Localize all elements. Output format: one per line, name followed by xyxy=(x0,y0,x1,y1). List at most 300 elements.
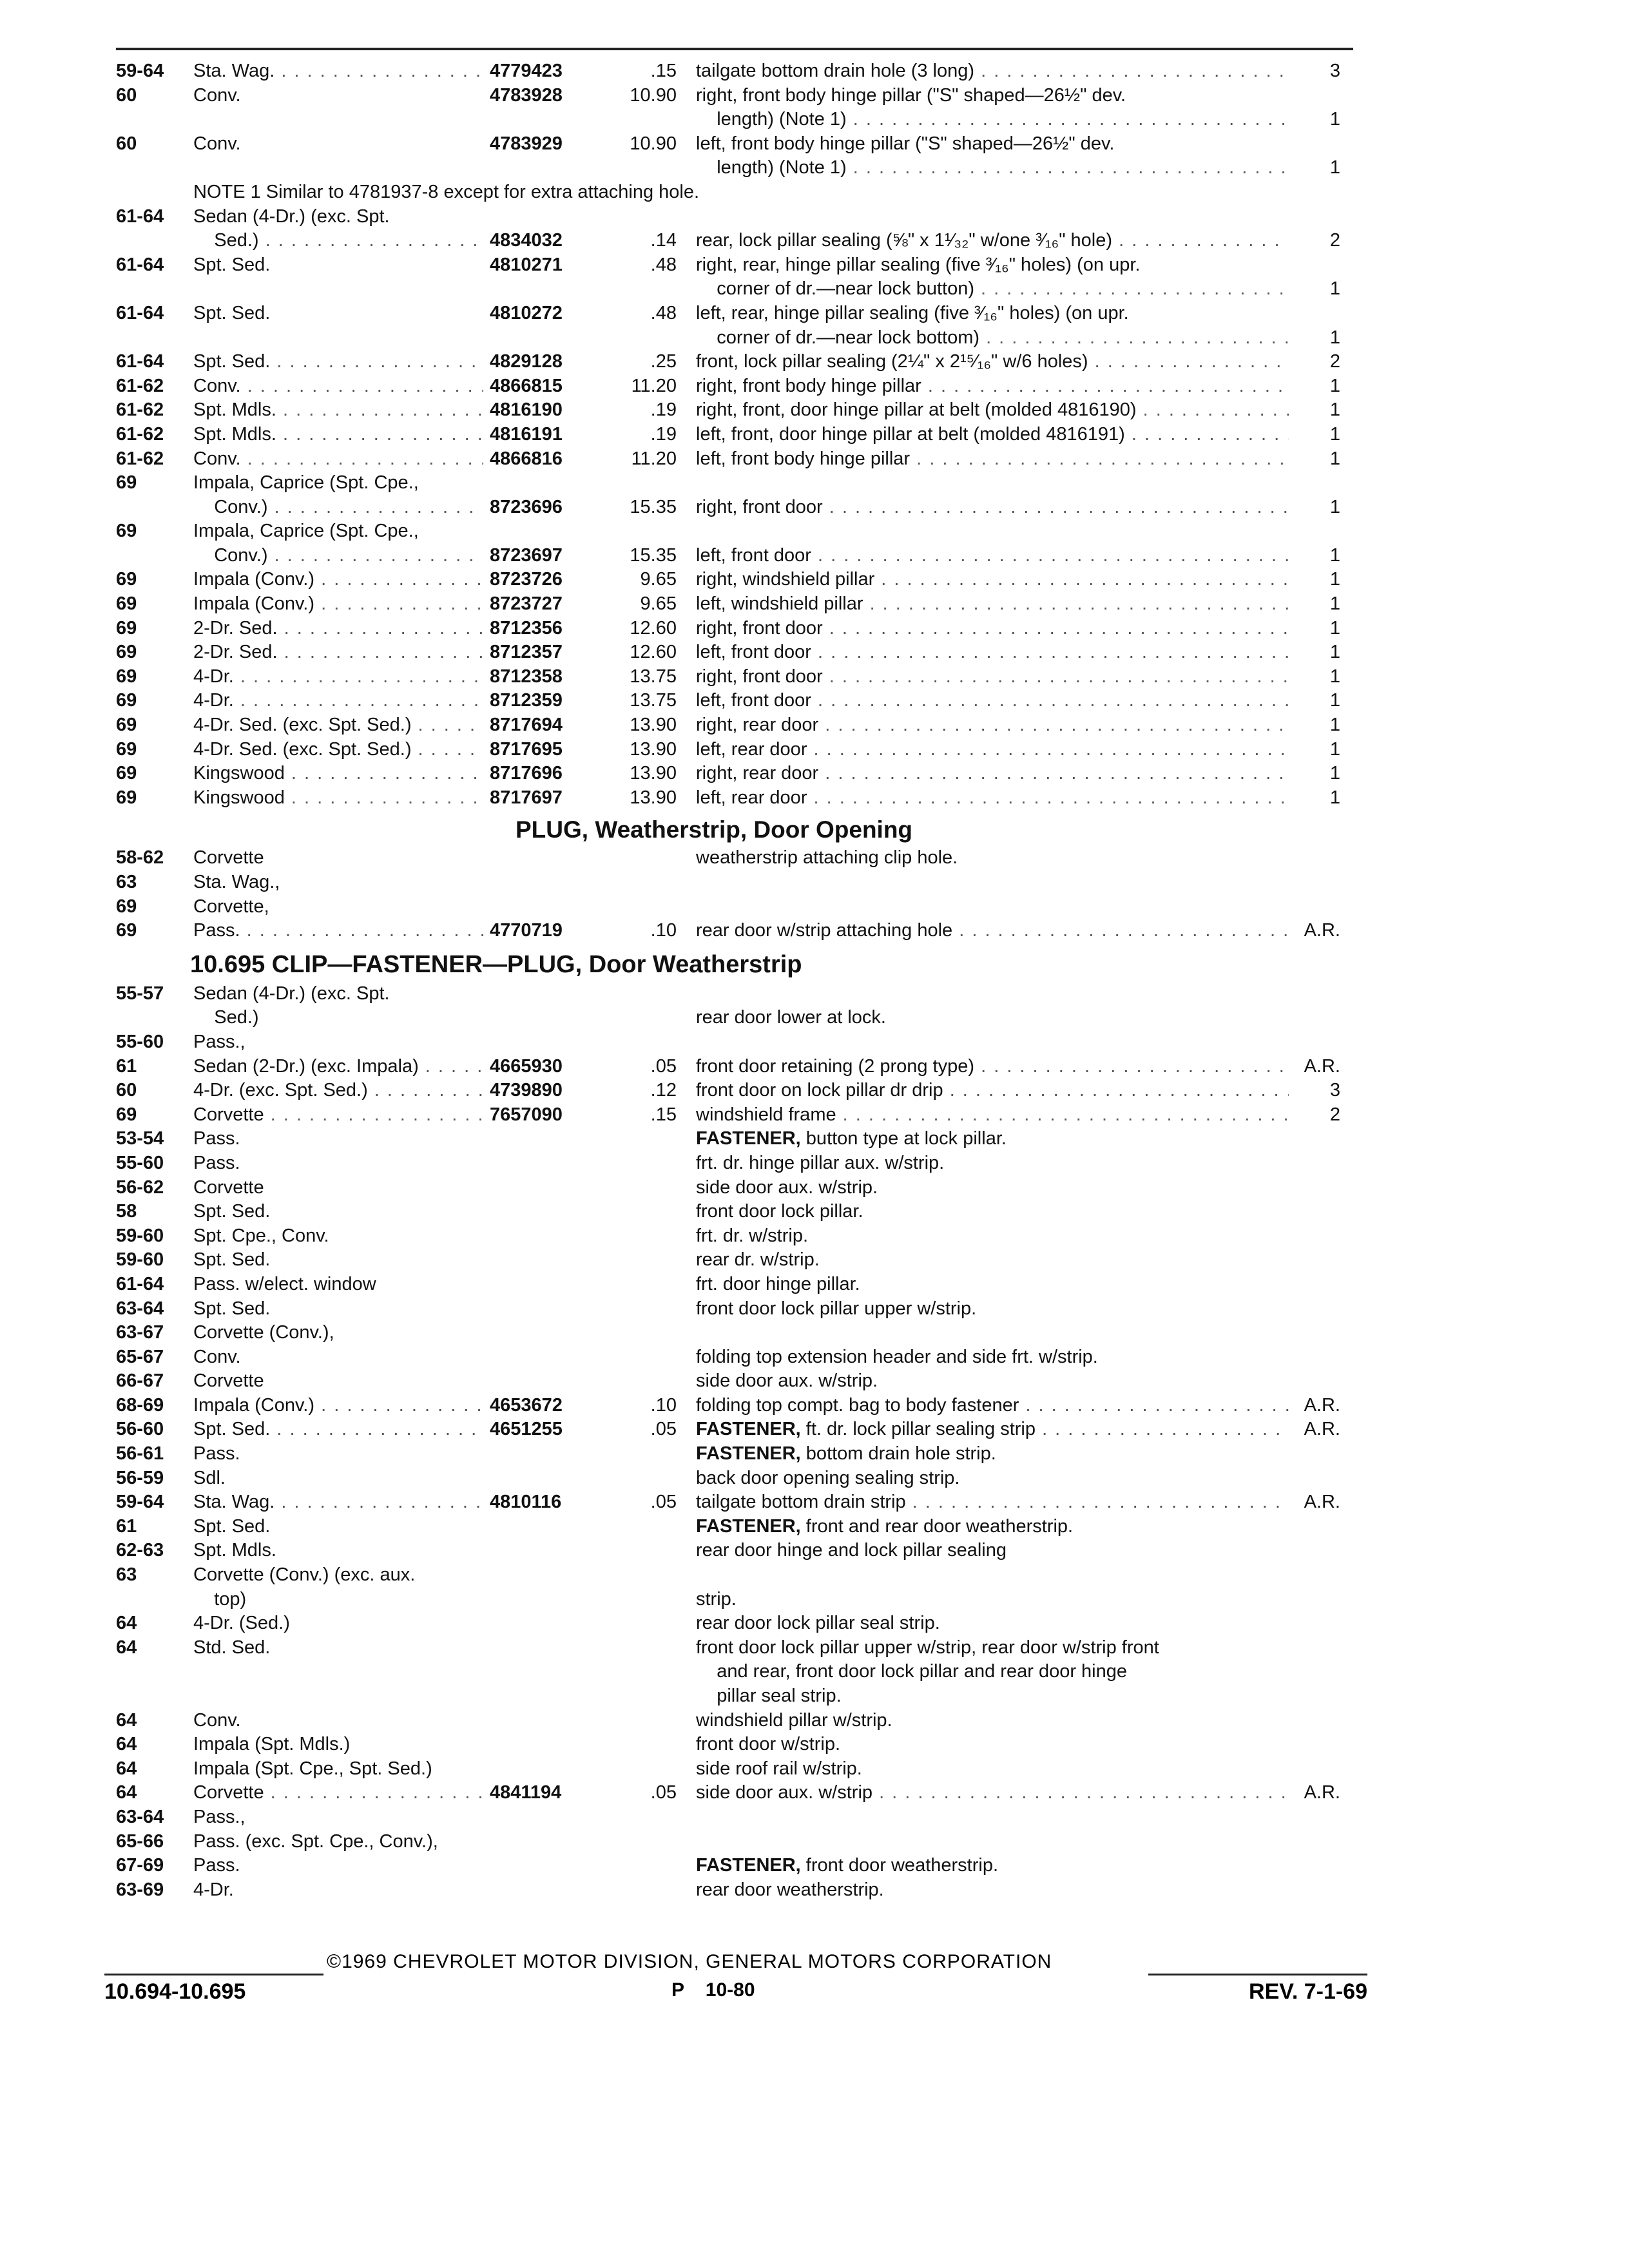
quantity xyxy=(1289,471,1340,495)
list-price: 10.90 xyxy=(630,133,677,154)
model-name: Impala (Spt. Mdls.) xyxy=(193,1734,351,1755)
list-price: .48 xyxy=(650,302,677,323)
part-number: 8723727 xyxy=(490,593,563,615)
quantity xyxy=(1289,205,1340,229)
table-row xyxy=(116,277,1379,302)
quantity xyxy=(1289,1757,1340,1782)
part-number: 8717694 xyxy=(490,715,563,736)
description-text: left, front, door hinge pillar at belt (molded 4816191) xyxy=(696,423,1125,445)
description-text: weatherstrip attaching clip hole. xyxy=(696,847,958,869)
model-name: Corvette . . . xyxy=(193,1103,483,1128)
part-number: 4770719 xyxy=(490,920,563,941)
model-name: Corvette, xyxy=(193,896,269,917)
part-description xyxy=(696,665,1289,689)
quantity xyxy=(1289,1709,1340,1733)
table-row xyxy=(116,1151,1379,1176)
part-description xyxy=(696,1273,1289,1297)
table-row xyxy=(116,59,1379,84)
table-row xyxy=(116,1805,1379,1830)
model-years: 65-67 xyxy=(116,1346,164,1367)
list-price: 9.65 xyxy=(640,593,677,615)
part-number xyxy=(483,1588,593,1612)
table-row xyxy=(116,617,1379,641)
part-number: 4739890 xyxy=(490,1080,563,1101)
model-name: Spt. Sed. xyxy=(193,1249,271,1271)
description-text: front door weatherstrip. xyxy=(800,1855,999,1876)
description-text: ft. dr. lock pillar sealing strip xyxy=(800,1419,1036,1440)
table-row xyxy=(116,84,1379,108)
table-row xyxy=(116,1709,1379,1733)
quantity: 1 xyxy=(1329,715,1340,736)
description-text: side roof rail w/strip. xyxy=(696,1758,862,1779)
model-name: Conv. . . . xyxy=(193,447,483,472)
model-years xyxy=(116,108,193,132)
part-number xyxy=(483,1127,593,1151)
part-number: 8717697 xyxy=(490,787,563,808)
part-type-label: FASTENER, xyxy=(696,1855,801,1876)
model-years: 63-69 xyxy=(116,1879,164,1900)
table-row xyxy=(116,640,1379,665)
quantity: 2 xyxy=(1329,1104,1340,1125)
part-description xyxy=(696,447,1289,472)
model-years: 67-69 xyxy=(116,1855,164,1876)
description-text: right, front body hinge pillar xyxy=(696,375,921,396)
list-price xyxy=(593,1515,696,1539)
quantity: A.R. xyxy=(1304,1419,1340,1440)
list-price: 13.90 xyxy=(630,738,677,760)
description-text: strip. xyxy=(696,1588,737,1610)
quantity: 2 xyxy=(1329,351,1340,372)
part-description xyxy=(696,253,1289,278)
description-text: front door on lock pillar dr drip xyxy=(696,1080,943,1101)
part-description xyxy=(696,1394,1289,1418)
part-description xyxy=(696,738,1289,762)
description-text: rear door hinge and lock pillar sealing xyxy=(696,1540,1007,1561)
model-name: Sta. Wag. . . . xyxy=(193,1490,483,1515)
quantity xyxy=(1289,1878,1340,1903)
model-name: 2-Dr. Sed. . . . xyxy=(193,617,483,641)
model-name: Impala (Spt. Cpe., Spt. Sed.) xyxy=(193,1758,432,1779)
part-number xyxy=(483,326,593,351)
copyright-text: ©1969 CHEVROLET MOTOR DIVISION, GENERAL MOTORS CORPORATION xyxy=(327,1951,1052,1972)
model-years: 61-64 xyxy=(116,206,164,227)
quantity xyxy=(1289,1345,1340,1370)
list-price: .25 xyxy=(650,351,677,372)
list-price xyxy=(593,1733,696,1757)
model-years: 69 xyxy=(116,715,137,736)
quantity xyxy=(1289,1805,1340,1830)
part-number: 8712358 xyxy=(490,666,563,687)
part-number xyxy=(483,1515,593,1539)
list-price: .15 xyxy=(650,1104,677,1125)
model-years xyxy=(116,277,193,302)
part-type-label: FASTENER, xyxy=(696,1443,801,1465)
table-row xyxy=(116,471,1379,495)
table-row xyxy=(116,1757,1379,1782)
part-description xyxy=(696,1830,1289,1854)
quantity xyxy=(1289,519,1340,544)
model-name: Spt. Cpe., Conv. xyxy=(193,1225,329,1246)
table-row xyxy=(116,1611,1379,1636)
list-price: 13.90 xyxy=(630,715,677,736)
part-description xyxy=(696,846,1289,870)
list-price xyxy=(593,1297,696,1321)
quantity xyxy=(1289,1611,1340,1636)
model-years: 60 xyxy=(116,133,137,154)
part-description xyxy=(696,786,1289,811)
part-number: 8712357 xyxy=(490,642,563,663)
model-name: Std. Sed. xyxy=(193,1637,271,1658)
list-price xyxy=(593,277,696,302)
description-text: bottom drain hole strip. xyxy=(800,1443,996,1465)
description-text: frt. dr. hinge pillar aux. w/strip. xyxy=(696,1152,945,1173)
table-row xyxy=(116,1297,1379,1321)
part-description xyxy=(696,1684,1289,1709)
revision-date: REV. 7-1-69 xyxy=(1249,1979,1367,2004)
part-number: 4810116 xyxy=(490,1492,562,1513)
part-description xyxy=(696,870,1289,895)
part-number: 8723726 xyxy=(490,569,563,590)
model-years: 60 xyxy=(116,1080,137,1101)
model-years: 56-61 xyxy=(116,1443,164,1465)
part-description xyxy=(696,59,1289,84)
quantity: 1 xyxy=(1329,327,1340,348)
description-text: corner of dr.—near lock bottom) xyxy=(696,327,980,348)
part-description xyxy=(696,1515,1289,1539)
model-name: Impala (Conv.) . . . xyxy=(193,1394,483,1418)
table-row xyxy=(116,762,1379,786)
quantity: A.R. xyxy=(1304,1394,1340,1416)
model-name: Sdl. xyxy=(193,1467,226,1488)
table-row xyxy=(116,1369,1379,1394)
description-text: folding top compt. bag to body fastener xyxy=(696,1394,1019,1416)
model-years: 56-59 xyxy=(116,1467,164,1488)
list-price xyxy=(593,108,696,132)
quantity: 2 xyxy=(1329,230,1340,251)
description-text: left, windshield pillar xyxy=(696,593,863,615)
part-number: 4665930 xyxy=(490,1055,563,1077)
part-description xyxy=(696,302,1289,326)
description-text: frt. dr. w/strip. xyxy=(696,1225,809,1246)
list-price: .15 xyxy=(650,61,677,81)
part-description xyxy=(696,471,1289,495)
description-text: rear, lock pillar sealing (⅝" x 1¹⁄₃₂" w/one ³⁄₁₆" hole) xyxy=(696,230,1113,251)
model-name: Pass. xyxy=(193,1443,240,1465)
part-description xyxy=(696,1151,1289,1176)
table-row xyxy=(116,1200,1379,1224)
quantity xyxy=(1289,1636,1340,1660)
part-description xyxy=(696,1030,1289,1055)
table-row xyxy=(116,326,1379,351)
part-description xyxy=(696,1709,1289,1733)
table-row xyxy=(116,592,1379,617)
model-name: Spt. Sed. xyxy=(193,254,271,275)
footer-copyright-line xyxy=(104,1951,1367,1977)
part-number xyxy=(483,1321,593,1345)
part-description xyxy=(696,1248,1289,1273)
footer-info xyxy=(104,1979,1367,2008)
description-text: tailgate bottom drain strip xyxy=(696,1492,906,1513)
list-price: 11.20 xyxy=(631,375,677,396)
quantity xyxy=(1289,1588,1340,1612)
table-row xyxy=(116,302,1379,326)
quantity: 1 xyxy=(1329,787,1340,808)
model-name: Spt. Sed. xyxy=(193,1515,271,1537)
model-years: 56-62 xyxy=(116,1177,164,1198)
quantity xyxy=(1289,1151,1340,1176)
model-years: 69 xyxy=(116,690,137,711)
part-description xyxy=(696,132,1289,157)
list-price xyxy=(593,982,696,1006)
model-years xyxy=(116,495,193,520)
table-row xyxy=(116,1563,1379,1588)
part-description xyxy=(696,495,1289,520)
part-number xyxy=(483,1369,593,1394)
description-text: pillar seal strip. xyxy=(696,1686,842,1706)
parts-listing xyxy=(116,59,1379,1902)
table-row xyxy=(116,1539,1379,1563)
table-row xyxy=(116,1854,1379,1878)
model-name: Corvette xyxy=(193,1370,264,1392)
part-description xyxy=(696,1611,1289,1636)
model-years: 69 xyxy=(116,763,137,784)
part-number: 8712356 xyxy=(490,617,563,639)
list-price: .05 xyxy=(650,1419,677,1440)
part-description xyxy=(696,1854,1289,1878)
model-name: 4-Dr. (exc. Spt. Sed.) . . . xyxy=(193,1079,483,1103)
description-text: length) (Note 1) xyxy=(696,109,847,130)
quantity xyxy=(1289,1660,1340,1684)
model-name: Impala (Conv.) . . . xyxy=(193,568,483,592)
quantity xyxy=(1289,1442,1340,1466)
part-number xyxy=(483,1297,593,1321)
table-row xyxy=(116,665,1379,689)
model-name: 4-Dr. xyxy=(193,1879,234,1900)
model-years: 61-64 xyxy=(116,302,164,323)
description-text: front door retaining (2 prong type) xyxy=(696,1055,975,1077)
model-name: Spt. Mdls. . . . xyxy=(193,398,483,423)
model-years: 69 xyxy=(116,738,137,760)
table-row xyxy=(116,1442,1379,1466)
model-name: Corvette xyxy=(193,847,264,869)
model-name: 4-Dr. (Sed.) xyxy=(193,1613,290,1634)
quantity: 1 xyxy=(1329,738,1340,760)
part-number: 4816191 xyxy=(490,423,563,445)
part-number: 4783929 xyxy=(490,133,563,154)
model-name: Pass., xyxy=(193,1031,246,1052)
list-price xyxy=(593,870,696,895)
quantity xyxy=(1289,1684,1340,1709)
quantity: 3 xyxy=(1329,61,1340,81)
model-name: Sedan (4-Dr.) (exc. Spt. xyxy=(193,983,390,1004)
quantity xyxy=(1289,895,1340,919)
model-years: 69 xyxy=(116,642,137,663)
part-description xyxy=(696,592,1289,617)
model-years: 63 xyxy=(116,1564,137,1586)
footer-rule-left xyxy=(104,1974,323,1975)
table-row xyxy=(116,1636,1379,1660)
quantity xyxy=(1289,253,1340,278)
model-name: Pass., xyxy=(193,1806,246,1827)
description-text: side door aux. w/strip xyxy=(696,1782,873,1803)
quantity: 1 xyxy=(1329,593,1340,615)
description-text: rear dr. w/strip. xyxy=(696,1249,820,1271)
model-years xyxy=(116,1660,193,1684)
list-price: 9.65 xyxy=(640,569,677,590)
table-row xyxy=(116,870,1379,895)
part-number xyxy=(483,1830,593,1854)
quantity xyxy=(1289,1030,1340,1055)
model-years xyxy=(116,229,193,253)
part-number: 8712359 xyxy=(490,690,563,711)
model-name: Corvette . . . xyxy=(193,1781,483,1805)
part-description xyxy=(696,1733,1289,1757)
model-years: 55-60 xyxy=(116,1031,164,1052)
quantity: 1 xyxy=(1329,278,1340,300)
model-years: 64 xyxy=(116,1709,137,1731)
description-text: rear door w/strip attaching hole xyxy=(696,920,953,941)
list-price xyxy=(593,1636,696,1660)
description-text: front and rear door weatherstrip. xyxy=(800,1515,1074,1537)
part-type-label: FASTENER, xyxy=(696,1515,801,1537)
quantity xyxy=(1289,1224,1340,1249)
part-description xyxy=(696,919,1289,943)
description-text: right, front door xyxy=(696,666,823,687)
description-text: right, front door xyxy=(696,496,823,517)
page-number: P 10-80 xyxy=(671,1979,755,2001)
list-price xyxy=(593,1854,696,1878)
part-description xyxy=(696,982,1289,1006)
part-number: 4653672 xyxy=(490,1394,563,1416)
table-row xyxy=(116,1273,1379,1297)
quantity xyxy=(1289,84,1340,108)
model-name: Sed.) . . . xyxy=(193,229,483,253)
part-description xyxy=(696,519,1289,544)
quantity: A.R. xyxy=(1304,1492,1340,1513)
table-row xyxy=(116,423,1379,447)
model-years: 68-69 xyxy=(116,1394,164,1416)
part-description xyxy=(696,617,1289,641)
description-text: rear door lock pillar seal strip. xyxy=(696,1613,940,1634)
part-description xyxy=(696,350,1289,374)
quantity: 3 xyxy=(1329,1080,1340,1101)
list-price xyxy=(593,1176,696,1200)
part-number xyxy=(483,205,593,229)
part-number: 8723697 xyxy=(490,544,563,566)
part-description xyxy=(696,544,1289,568)
quantity: 1 xyxy=(1329,569,1340,590)
quantity xyxy=(1289,1248,1340,1273)
model-name: Spt. Sed. . . . xyxy=(193,1418,483,1442)
part-number xyxy=(483,1805,593,1830)
list-price xyxy=(593,1030,696,1055)
part-description xyxy=(696,1490,1289,1515)
quantity: 1 xyxy=(1329,763,1340,784)
list-price: 13.90 xyxy=(630,787,677,808)
description-text: left, front door xyxy=(696,544,811,566)
description-text: right, rear door xyxy=(696,763,819,784)
table-row xyxy=(116,1079,1379,1103)
model-name: Corvette xyxy=(193,1177,264,1198)
table-row xyxy=(116,738,1379,762)
model-years: 58 xyxy=(116,1201,137,1222)
part-number xyxy=(483,1757,593,1782)
model-years xyxy=(116,544,193,568)
model-years: 59-64 xyxy=(116,61,164,81)
part-number: 4834032 xyxy=(490,230,563,251)
list-price xyxy=(593,1369,696,1394)
list-price: 12.60 xyxy=(630,642,677,663)
model-name: Pass. . . . xyxy=(193,919,483,943)
part-number xyxy=(483,1030,593,1055)
list-price: .48 xyxy=(650,254,677,275)
table-row xyxy=(116,1127,1379,1151)
description-text: right, front body hinge pillar ("S" shaped—26½" dev. xyxy=(696,84,1126,106)
quantity xyxy=(1289,1515,1340,1539)
part-number: 7657090 xyxy=(490,1104,563,1125)
part-description xyxy=(696,1200,1289,1224)
part-number xyxy=(483,1733,593,1757)
quantity xyxy=(1289,1006,1340,1030)
list-price xyxy=(593,326,696,351)
description-text: left, rear door xyxy=(696,738,807,760)
part-description xyxy=(696,374,1289,399)
model-years: 65-66 xyxy=(116,1831,164,1852)
list-price: .14 xyxy=(650,230,677,251)
model-name: Spt. Mdls. . . . xyxy=(193,423,483,447)
description-text: front door lock pillar upper w/strip, rear door w/strip front xyxy=(696,1637,1159,1658)
list-price xyxy=(593,846,696,870)
model-years: 61 xyxy=(116,1055,137,1077)
table-row xyxy=(116,1515,1379,1539)
part-description xyxy=(696,156,1289,180)
description-text: frt. door hinge pillar. xyxy=(696,1273,860,1294)
quantity xyxy=(1289,1733,1340,1757)
model-name: Sta. Wag. . . . xyxy=(193,59,483,84)
quantity: 1 xyxy=(1329,448,1340,469)
list-price xyxy=(593,1127,696,1151)
quantity xyxy=(1289,1466,1340,1491)
description-text: right, rear door xyxy=(696,715,819,736)
quantity xyxy=(1289,982,1340,1006)
list-price: 13.90 xyxy=(630,763,677,784)
list-price xyxy=(593,1757,696,1782)
table-row xyxy=(116,982,1379,1006)
part-number xyxy=(483,519,593,544)
part-description xyxy=(696,1781,1289,1805)
model-years: 64 xyxy=(116,1758,137,1779)
model-name xyxy=(193,156,483,180)
part-description xyxy=(696,713,1289,738)
part-number xyxy=(483,1709,593,1733)
table-row xyxy=(116,1490,1379,1515)
table-row xyxy=(116,568,1379,592)
model-years: 64 xyxy=(116,1637,137,1658)
list-price: 15.35 xyxy=(630,496,677,517)
model-name: Spt. Sed. xyxy=(193,302,271,323)
model-years: 69 xyxy=(116,521,137,542)
part-number xyxy=(483,1224,593,1249)
quantity: 1 xyxy=(1329,496,1340,517)
model-years: 69 xyxy=(116,920,137,941)
model-name: Corvette (Conv.) (exc. aux. xyxy=(193,1564,416,1586)
quantity xyxy=(1289,1369,1340,1394)
list-price xyxy=(593,1611,696,1636)
list-price: .10 xyxy=(650,920,677,941)
table-row xyxy=(116,350,1379,374)
part-number xyxy=(483,1539,593,1563)
list-price: .19 xyxy=(650,423,677,445)
